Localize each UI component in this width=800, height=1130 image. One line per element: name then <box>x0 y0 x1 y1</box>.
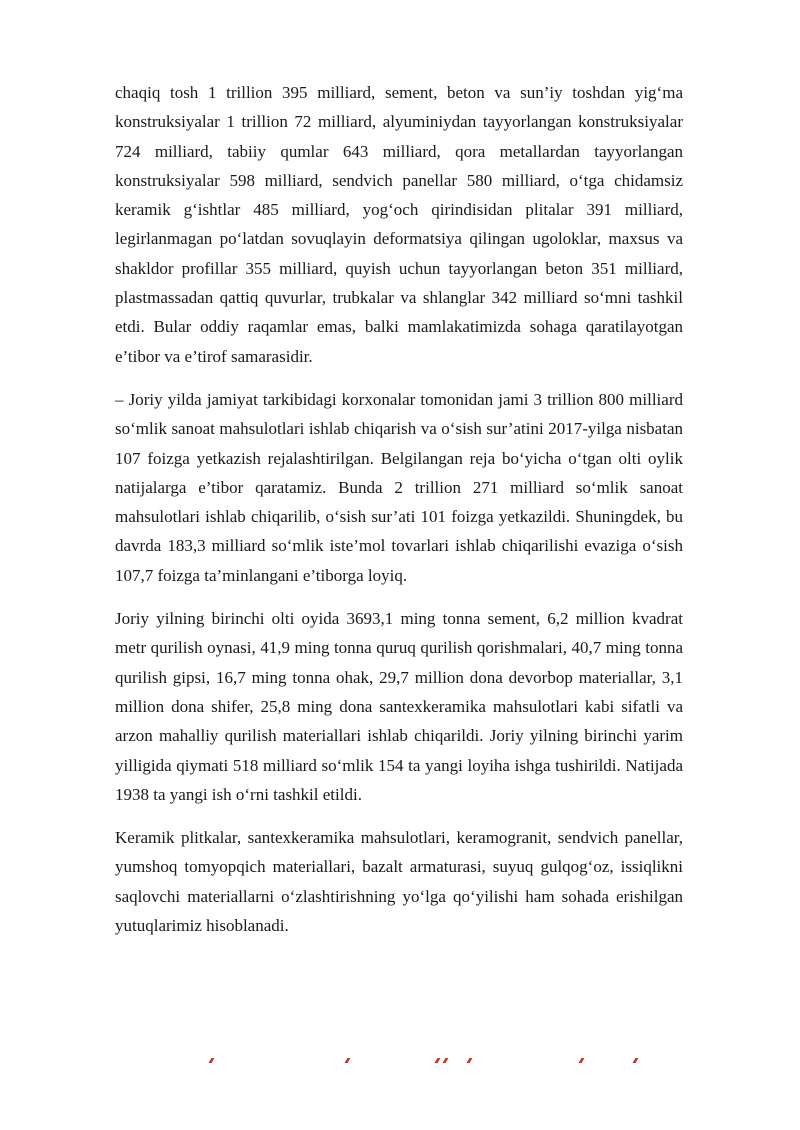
text-fragment <box>467 1058 473 1063</box>
text-fragment <box>633 1058 639 1063</box>
text-fragment <box>579 1058 585 1063</box>
paragraph-4: Keramik plitkalar, santexkeramika mahsulotlari, keramogranit, sendvich panellar, yumshoq tomyopqich materiallari, bazalt armaturasi, suyuq gulqog‘oz, issiqlikni saqlovchi materiallarni o‘zlashtirishning yo‘lga qo‘yilishi ham sohada erishilgan yutuqlarimiz hisoblanadi. <box>115 828 683 936</box>
text-fragment <box>209 1058 215 1063</box>
text-fragment <box>443 1058 449 1063</box>
paragraph-2: – Joriy yilda jamiyat tarkibidagi korxonalar tomonidan jami 3 trillion 800 milliard so‘mlik sanoat mahsulotlari ishlab chiqarish va o‘sish sur’atini 2017-yilga nisbatan 107 foizga yetkazish rejalashtirilgan. Belgilangan reja bo‘yicha o‘tgan olti oylik natijalarga e’tibor qaratamiz. Bunda 2 trillion 271 milliard so‘mlik sanoat mahsulotlari ishlab chiqarilib, o‘sish sur’ati 101 foizga yetkazildi. Shuningdek, bu davrda 183,3 milliard so‘mlik iste’mol tovarlari ishlab chiqarilishi evaziga o‘sish 107,7 foizga ta’minlangani e’tiborga loyiq. <box>115 389 683 585</box>
paragraph-1: chaqiq tosh 1 trillion 395 milliard, sement, beton va sun’iy toshdan yig‘ma konstruksiyalar 1 trillion 72 milliard, alyuminiydan tayyorlangan konstruksiyalar 724 milliard, tabiiy qumlar 643 milliard, qora metallardan tayyorlangan konstruksiyalar 598 milliard, sendvich panellar 580 milliard, o‘tga chidamsiz keramik g‘ishtlar 485 milliard, yog‘och qirindisidan plitalar 391 milliard, legirlanmagan po‘latdan sovuqlayin deformatsiya qilingan ugoloklar, maxsus va shakldor profillar 355 milliard, quyish uchun tayyorlangan beton 351 milliard, plastmassadan qattiq quvurlar, trubkalar va shlanglar 342 milliard so‘mni tashkil etdi. Bular oddiy raqamlar emas, balki mamlakatimizda sohaga qaratilayotgan e’tibor va e’tirof samarasidir. <box>115 83 683 366</box>
document-body <box>115 78 683 940</box>
truncated-text-line <box>200 1058 640 1068</box>
text-fragment <box>345 1058 351 1063</box>
text-fragment <box>435 1058 441 1063</box>
paragraph-3: Joriy yilning birinchi olti oyida 3693,1 ming tonna sement, 6,2 million kvadrat metr qurilish oynasi, 41,9 ming tonna quruq qurilish qorishmalari, 40,7 ming tonna qurilish gipsi, 16,7 ming tonna ohak, 29,7 million dona devorbop materiallar, 3,1 million dona shifer, 25,8 ming dona santexkeramika mahsulotlari kabi sifatli va arzon mahalliy qurilish materiallari ishlab chiqarildi. Joriy yilning birinchi yarim yilligida qiymati 518 milliard so‘mlik 154 ta yangi loyiha ishga tushirildi. Natijada 1938 ta yangi ish o‘rni tashkil etildi. <box>115 609 683 804</box>
